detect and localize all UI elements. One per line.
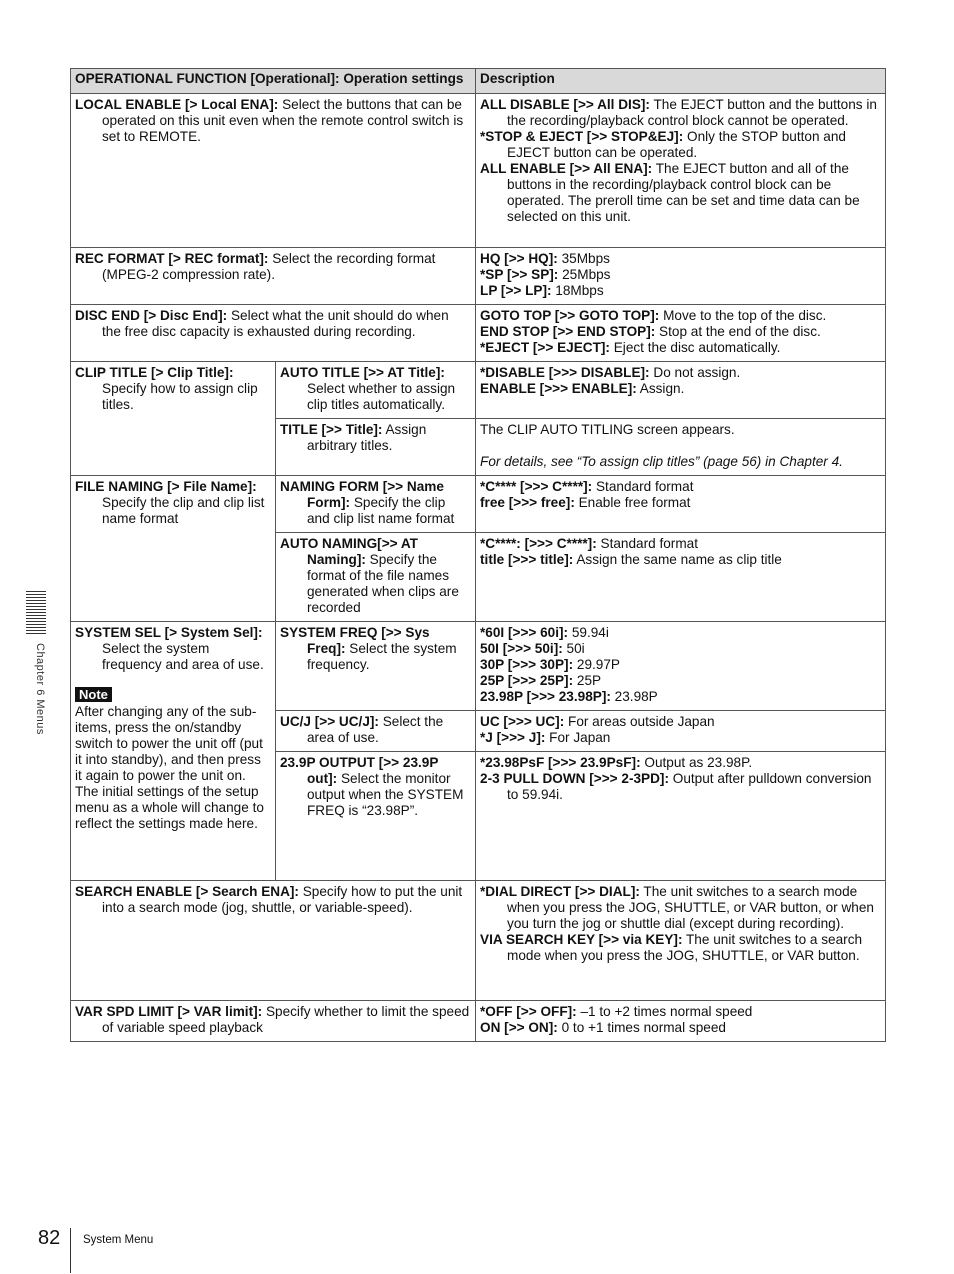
row-local-enable-label: LOCAL ENABLE [> Local ENA]: Select the buttons that can be operated on this unit even when the remote control switch is set to REMOTE. <box>71 94 476 248</box>
row-disc-end-desc: GOTO TOP [>> GOTO TOP]: Move to the top of the disc. END STOP [>> END STOP]: Stop at the end of the disc. *EJECT [>> EJECT]: Eject the disc automatically. <box>476 305 886 362</box>
note-text: After changing any of the sub-items, press the on/standby switch to power the unit off (put it into standby), and then press it again to power the unit on. The initial settings of the setup menu as a whole will change to reflect the settings made here. <box>75 704 264 831</box>
table-row <box>71 881 886 1001</box>
operational-function-table <box>70 68 886 1042</box>
row-rec-format-desc: HQ [>> HQ]: 35Mbps *SP [>> SP]: 25Mbps LP [>> LP]: 18Mbps <box>476 248 886 305</box>
row-var-spd-limit-label: VAR SPD LIMIT [> VAR limit]: Specify whether to limit the speed of variable speed playback <box>71 1001 476 1042</box>
row-system-freq-label: SYSTEM FREQ [>> Sys Freq]: Select the system frequency. <box>276 622 476 711</box>
chapter-tab-marker <box>26 591 46 635</box>
row-search-enable-label: SEARCH ENABLE [> Search ENA]: Specify how to put the unit into a search mode (jog, shuttle, or variable-speed). <box>71 881 476 1001</box>
table-row <box>71 362 886 419</box>
row-var-spd-limit-desc: *OFF [>> OFF]: –1 to +2 times normal speed ON [>> ON]: 0 to +1 times normal speed <box>476 1001 886 1042</box>
row-ucj-desc: UC [>>> UC]: For areas outside Japan *J [>>> J]: For Japan <box>476 711 886 752</box>
row-ucj-label: UC/J [>> UC/J]: Select the area of use. <box>276 711 476 752</box>
row-auto-naming-desc: *C****: [>>> C****]: Standard format title [>>> title]: Assign the same name as clip title <box>476 533 886 622</box>
row-system-sel-label: SYSTEM SEL [> System Sel]: Select the system frequency and area of use. Note After changing any of the sub-items, press the on/standby switch to power the unit off (put it into standby), and then press it again to power the unit on. The initial settings of the setup menu as a whole will change to reflect the settings made here. <box>71 622 276 881</box>
footer-section-title: System Menu <box>83 1234 154 1246</box>
row-naming-form-desc: *C**** [>>> C****]: Standard format free [>>> free]: Enable free format <box>476 476 886 533</box>
row-rec-format-label: REC FORMAT [> REC format]: Select the recording format (MPEG-2 compression rate). <box>71 248 476 305</box>
note-badge: Note <box>75 687 112 702</box>
chapter-label: Chapter 6 Menus <box>34 643 46 735</box>
row-search-enable-desc: *DIAL DIRECT [>> DIAL]: The unit switches to a search mode when you press the JOG, SHUTTLE, or VAR button, or when you turn the jog or shuttle dial (except during recording). VIA SEARCH KEY [>> via KEY]: The unit switches to a search mode when you press the JOG, SHUTTLE, or VAR button. <box>476 881 886 1001</box>
row-clip-title-label: CLIP TITLE [> Clip Title]: Specify how to assign clip titles. <box>71 362 276 476</box>
table-row <box>71 476 886 533</box>
table-row <box>71 1001 886 1042</box>
table-row <box>71 622 886 711</box>
row-auto-title-label: AUTO TITLE [>> AT Title]: Select whether to assign clip titles automatically. <box>276 362 476 419</box>
header-description: Description <box>476 69 886 94</box>
footer-divider <box>70 1228 71 1273</box>
row-title-desc: The CLIP AUTO TITLING screen appears. For details, see “To assign clip titles” (page 56) in Chapter 4. <box>476 419 886 476</box>
header-function: OPERATIONAL FUNCTION [Operational]: Operation settings <box>71 69 476 94</box>
page-number: 82 <box>38 1227 61 1249</box>
row-local-enable-desc: ALL DISABLE [>> All DIS]: The EJECT button and the buttons in the recording/playback control block cannot be operated. *STOP & EJECT [>> STOP&EJ]: Only the STOP button and EJECT button can be operated. ALL ENABLE [>> All ENA]: The EJECT button and all of the buttons in the recording/playback control block can be operated. The preroll time can be set and time data can be selected on this unit. <box>476 94 886 248</box>
table-row <box>71 248 886 305</box>
row-naming-form-label: NAMING FORM [>> Name Form]: Specify the clip and clip list name format <box>276 476 476 533</box>
row-auto-title-desc: *DISABLE [>>> DISABLE]: Do not assign. ENABLE [>>> ENABLE]: Assign. <box>476 362 886 419</box>
row-23-9p-output-desc: *23.98PsF [>>> 23.9PsF]: Output as 23.98P. 2-3 PULL DOWN [>>> 2-3PD]: Output after pulldown conversion to 59.94i. <box>476 752 886 881</box>
row-title-label: TITLE [>> Title]: Assign arbitrary titles. <box>276 419 476 476</box>
row-file-naming-label: FILE NAMING [> File Name]: Specify the clip and clip list name format <box>71 476 276 622</box>
table-header-row <box>71 69 886 94</box>
row-system-freq-desc: *60I [>>> 60i]: 59.94i 50I [>>> 50i]: 50i 30P [>>> 30P]: 29.97P 25P [>>> 25P]: 25P 23.98P [>>> 23.98P]: 23.98P <box>476 622 886 711</box>
table-row <box>71 305 886 362</box>
row-auto-naming-label: AUTO NAMING[>> AT Naming]: Specify the format of the file names generated when clips are recorded <box>276 533 476 622</box>
row-23-9p-output-label: 23.9P OUTPUT [>> 23.9P out]: Select the monitor output when the SYSTEM FREQ is “23.98P”. <box>276 752 476 881</box>
row-disc-end-label: DISC END [> Disc End]: Select what the unit should do when the free disc capacity is exhausted during recording. <box>71 305 476 362</box>
table-row <box>71 94 886 248</box>
